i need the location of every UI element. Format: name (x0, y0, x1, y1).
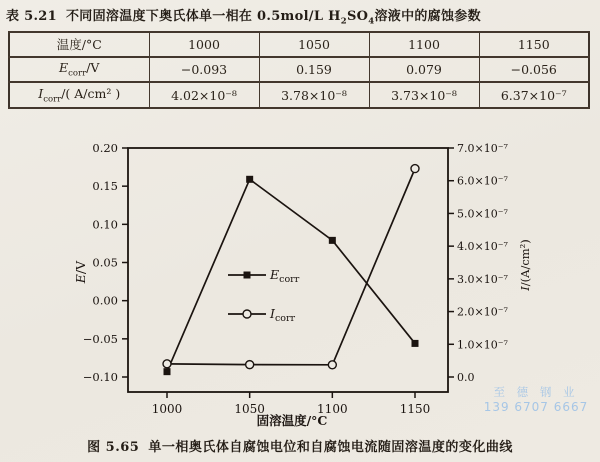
left-axis-tick-label: 0.15 (92, 179, 118, 194)
table-cell: 3.73×10⁻⁸ (369, 82, 479, 108)
table-cell: 1050 (259, 32, 369, 57)
figure-caption-text: 单一相奥氏体自腐蚀电位和自腐蚀电流随固溶温度的变化曲线 (148, 440, 513, 455)
table-cell: 6.37×10⁻⁷ (479, 82, 589, 108)
h2-subscript: 2 (340, 16, 347, 27)
plot-border (128, 148, 448, 392)
table-number: 表 5.21 (6, 9, 57, 24)
corrosion-parameters-table (8, 31, 590, 109)
table-cell: 1100 (369, 32, 479, 57)
table-cell: 1150 (479, 32, 589, 57)
table-cell: 1000 (149, 32, 259, 57)
right-axis-tick-label: 2.0×10⁻⁷ (457, 305, 508, 319)
right-axis-tick-label: 6.0×10⁻⁷ (457, 174, 508, 188)
icorr-symbol: I (38, 85, 44, 101)
left-axis-tick-label: 0.05 (92, 255, 118, 270)
left-axis-tick-label: 0.10 (92, 217, 118, 232)
left-axis-tick-label: −0.10 (82, 370, 118, 384)
series-Ecorr-marker (412, 340, 419, 347)
table-cell: 0.159 (259, 57, 369, 83)
series-Ecorr-marker (329, 237, 336, 244)
x-axis-tick-label: 1100 (317, 402, 348, 416)
left-axis-tick-label: 0.00 (92, 293, 118, 308)
table-title-text-post: 溶液中的腐蚀参数 (374, 9, 481, 24)
ecorr-symbol: E (59, 60, 69, 76)
ecorr-unit: /V (86, 60, 100, 76)
legend-label: $E_{corr}$ (270, 267, 300, 285)
x-axis-tick-label: 1000 (151, 402, 183, 416)
figure-caption (0, 436, 600, 455)
left-axis-tick-label: −0.05 (82, 331, 118, 346)
so4-subscript: 4 (368, 16, 375, 27)
right-axis-tick-label: 3.0×10⁻⁷ (457, 272, 508, 286)
table-header-ecorr (9, 57, 149, 83)
legend-marker-square (244, 272, 251, 279)
table-header-icorr (9, 82, 149, 108)
legend-marker-circle (243, 310, 251, 318)
series-Icorr-marker (411, 165, 419, 173)
table-row-ecorr (9, 57, 589, 83)
table-cell: −0.093 (149, 57, 259, 83)
ecorr-subscript: corr (68, 68, 87, 79)
x-axis-tick-label: 1150 (399, 402, 431, 416)
table-title-text-pre: 不同固溶温度下奥氏体单一相在 0.5mol/L H (66, 9, 341, 24)
table-cell: 0.079 (369, 57, 479, 83)
series-Ecorr-marker (164, 368, 171, 375)
table-row-icorr (9, 82, 589, 108)
watermark-phone: 139 6707 6667 (483, 400, 589, 414)
table-header-temperature: 温度/°C (9, 32, 149, 57)
table-cell: 4.02×10⁻⁸ (149, 82, 259, 108)
right-axis-tick-label: 1.0×10⁻⁷ (457, 338, 508, 352)
table-cell: −0.056 (479, 57, 589, 83)
right-axis-tick-label: 0.0 (457, 371, 475, 384)
figure-number: 图 5.65 (87, 440, 140, 455)
right-axis-label: I/(A/cm²) (518, 239, 532, 291)
watermark-company: 至 德 钢 业 (493, 385, 579, 399)
legend-label: $I_{corr}$ (270, 306, 296, 324)
right-axis-tick-label: 4.0×10⁻⁷ (457, 240, 508, 254)
x-axis-label: 固溶温度/°C (256, 413, 328, 428)
x-axis-tick-label: 1050 (234, 402, 265, 416)
table-row-temperature (9, 32, 589, 57)
corrosion-chart-svg (0, 132, 600, 434)
icorr-subscript: corr (43, 94, 62, 105)
right-axis-tick-label: 5.0×10⁻⁷ (457, 207, 508, 221)
series-Ecorr-marker (246, 176, 253, 183)
series-Icorr-line (167, 169, 415, 365)
icorr-unit: /( A/cm² ) (61, 85, 121, 101)
left-axis-tick-label: 0.20 (92, 141, 118, 155)
corrosion-chart (0, 132, 600, 434)
series-Icorr-marker (163, 360, 171, 368)
left-axis-label: E/V (73, 260, 88, 284)
series-Icorr-marker (246, 361, 254, 369)
table-title-so: SO (346, 9, 369, 24)
series-Icorr-marker (328, 361, 336, 369)
table-cell: 3.78×10⁻⁸ (259, 82, 369, 108)
right-axis-tick-label: 7.0×10⁻⁷ (457, 142, 508, 155)
table-title (6, 5, 596, 27)
